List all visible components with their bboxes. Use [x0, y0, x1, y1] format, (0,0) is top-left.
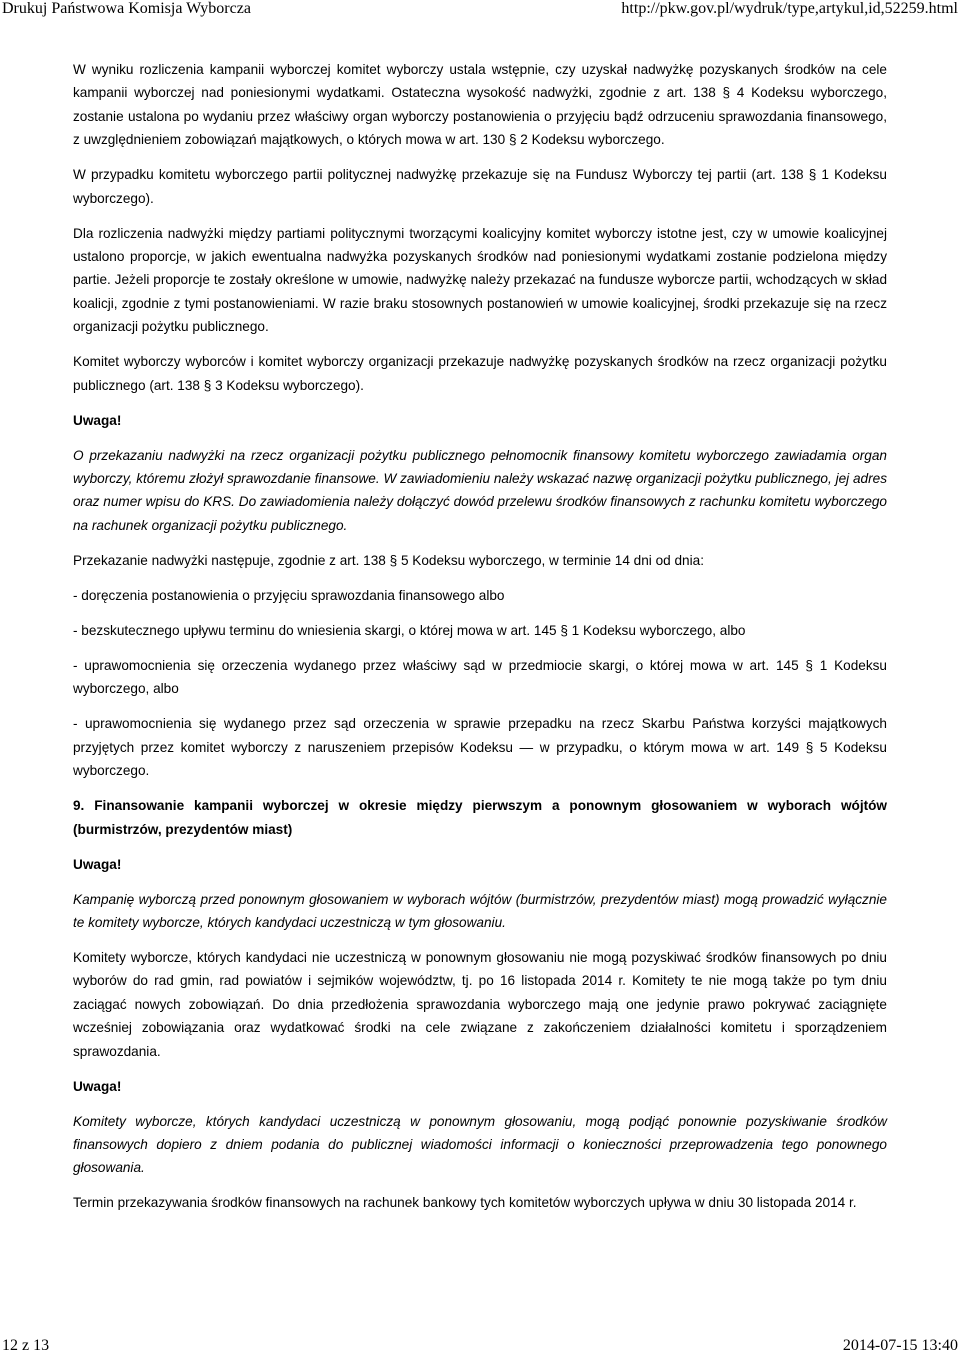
list-item-deadline: - uprawomocnienia się wydanego przez sąd orzeczenia w sprawie przepadku na rzecz Skarbu Państwa korzyści majątkowych przyjętych przez komitet wyborczy z naruszeniem przepisów Kodeksu — w przypadku, o którym mowa w art. 149 § 5 Kodeksu wyborczego. [73, 716, 887, 779]
print-header-title: Drukuj Państwowa Komisja Wyborcza [2, 0, 251, 17]
print-header-url: http://pkw.gov.pl/wydruk/type,artykul,id,52259.html [621, 0, 958, 17]
list-item-deadline: - bezskutecznego upływu terminu do wniesienia skargi, o której mowa w art. 145 § 1 Kodeksu wyborczego, albo [73, 622, 746, 638]
paragraph-bank-deadline: Termin przekazywania środków finansowych na rachunek bankowy tych komitetów wyborczych upływa w dniu 30 listopada 2014 r. [73, 1195, 857, 1211]
warning-label: Uwaga! [73, 1078, 122, 1094]
list-item-deadline: - doręczenia postanowienia o przyjęciu sprawozdania finansowego albo [73, 587, 505, 603]
paragraph-voters-committee: Komitet wyborczy wyborców i komitet wyborczy organizacji przekazuje nadwyżkę pozyskanych środków na rzecz organizacji pożytku publicznego (art. 138 § 3 Kodeksu wyborczego). [73, 354, 887, 393]
paragraph-party-committee: W przypadku komitetu wyborczego partii politycznej nadwyżkę przekazuje się na Fundusz Wyborczy tej partii (art. 138 § 1 Kodeksu wyborczego). [73, 167, 887, 206]
paragraph-surplus-settlement: W wyniku rozliczenia kampanii wyborczej komitet wyborczy ustala wstępnie, czy uzyskał nadwyżkę pozyskanych środków na cele kampanii wyborczej nad poniesionymi wydatkami. Ostateczna wysokość nadwyżki, zgodnie z art. 138 § 4 Kodeksu wyborczego, zostanie ustalona po wydaniu przez właściwy organ wyborczy postanowienia o przyjęciu bądź odrzuceniu sprawozdania finansowego, z uwzględnieniem zobowiązań majątkowych, o których mowa w art. 130 § 2 Kodeksu wyborczego. [73, 62, 887, 148]
paragraph-notification: O przekazaniu nadwyżki na rzecz organizacji pożytku publicznego pełnomocnik finansowy komitetu wyborczego zawiadamia organ wyborczy, któremu złożył sprawozdanie finansowe. W zawiadomieniu należy wskazać nazwę organizacji pożytku publicznego, jej adres oraz numer wpisu do KRS. Do zawiadomienia należy dołączyć dowód przelewu środków finansowych z rachunku komitetu wyborczego na rachunek organizacji pożytku publicznego. [73, 447, 887, 533]
paragraph-runoff-campaign: Kampanię wyborczą przed ponownym głosowaniem w wyborach wójtów (burmistrzów, prezydentów miast) mogą prowadzić wyłącznie te komitety wyborcze, których kandydaci uczestniczą w tym głosowaniu. [73, 891, 887, 930]
section-heading-9: 9. Finansowanie kampanii wyborczej w okresie między pierwszym a ponownym głosowaniem w wyborach wójtów (burmistrzów, prezydentów miast) [73, 798, 887, 837]
warning-label: Uwaga! [73, 412, 122, 428]
list-item-deadline: - uprawomocnienia się orzeczenia wydanego przez właściwy sąd w przedmiocie skargi, o której mowa w art. 145 § 1 Kodeksu wyborczego, albo [73, 657, 887, 697]
paragraph-transfer-deadline: Przekazanie nadwyżki następuje, zgodnie z art. 138 § 5 Kodeksu wyborczego, w terminie 14 dni od dnia: [73, 552, 704, 568]
paragraph-non-participating: Komitety wyborcze, których kandydaci nie uczestniczą w ponownym głosowaniu nie mogą pozyskiwać środków finansowych po dniu wyborów do rad gmin, rad powiatów i sejmików województw, tj. po 16 listopada 2014 r. Komitety te nie mogą także po tym dniu zaciągać nowych zobowiązań. Do dnia przedłożenia sprawozdania wyborczego mają one jedynie prawo pokrywać zaciągnięte wcześniej zobowiązania oraz wydatkować środki na cele związane z zakończeniem działalności komitetu i sporządzeniem sprawozdania. [73, 949, 887, 1059]
paragraph-coalition-split: Dla rozliczenia nadwyżki między partiami politycznymi tworzącymi koalicyjny komitet wyborczy istotne jest, czy w umowie koalicyjnej ustalono proporcje, w jakich ewentualna nadwyżka pozyskanych środków nad poniesionymi wydatkami zostanie podzielona między partie. Jeżeli proporcje te zostały określone w umowie, nadwyżkę należy przekazać na fundusze wyborcze partii, wchodzących w skład koalicji, zgodnie z tymi postanowieniami. W razie braku stosownych postanowień w umowie koalicyjnej, środki przekazuje się na rzecz organizacji pożytku publicznego. [73, 225, 887, 335]
paragraph-resume-fundraising: Komitety wyborcze, których kandydaci uczestniczą w ponownym głosowaniu, mogą podjąć ponownie pozyskiwanie środków finansowych dopiero z dniem podania do publicznej wiadomości informacji o konieczności przeprowadzenia tego ponownego głosowania. [73, 1113, 887, 1176]
article-body [73, 58, 887, 1226]
print-footer-page: 12 z 13 [2, 1337, 50, 1354]
warning-label: Uwaga! [73, 856, 122, 872]
print-footer-datetime: 2014-07-15 13:40 [842, 1337, 958, 1354]
